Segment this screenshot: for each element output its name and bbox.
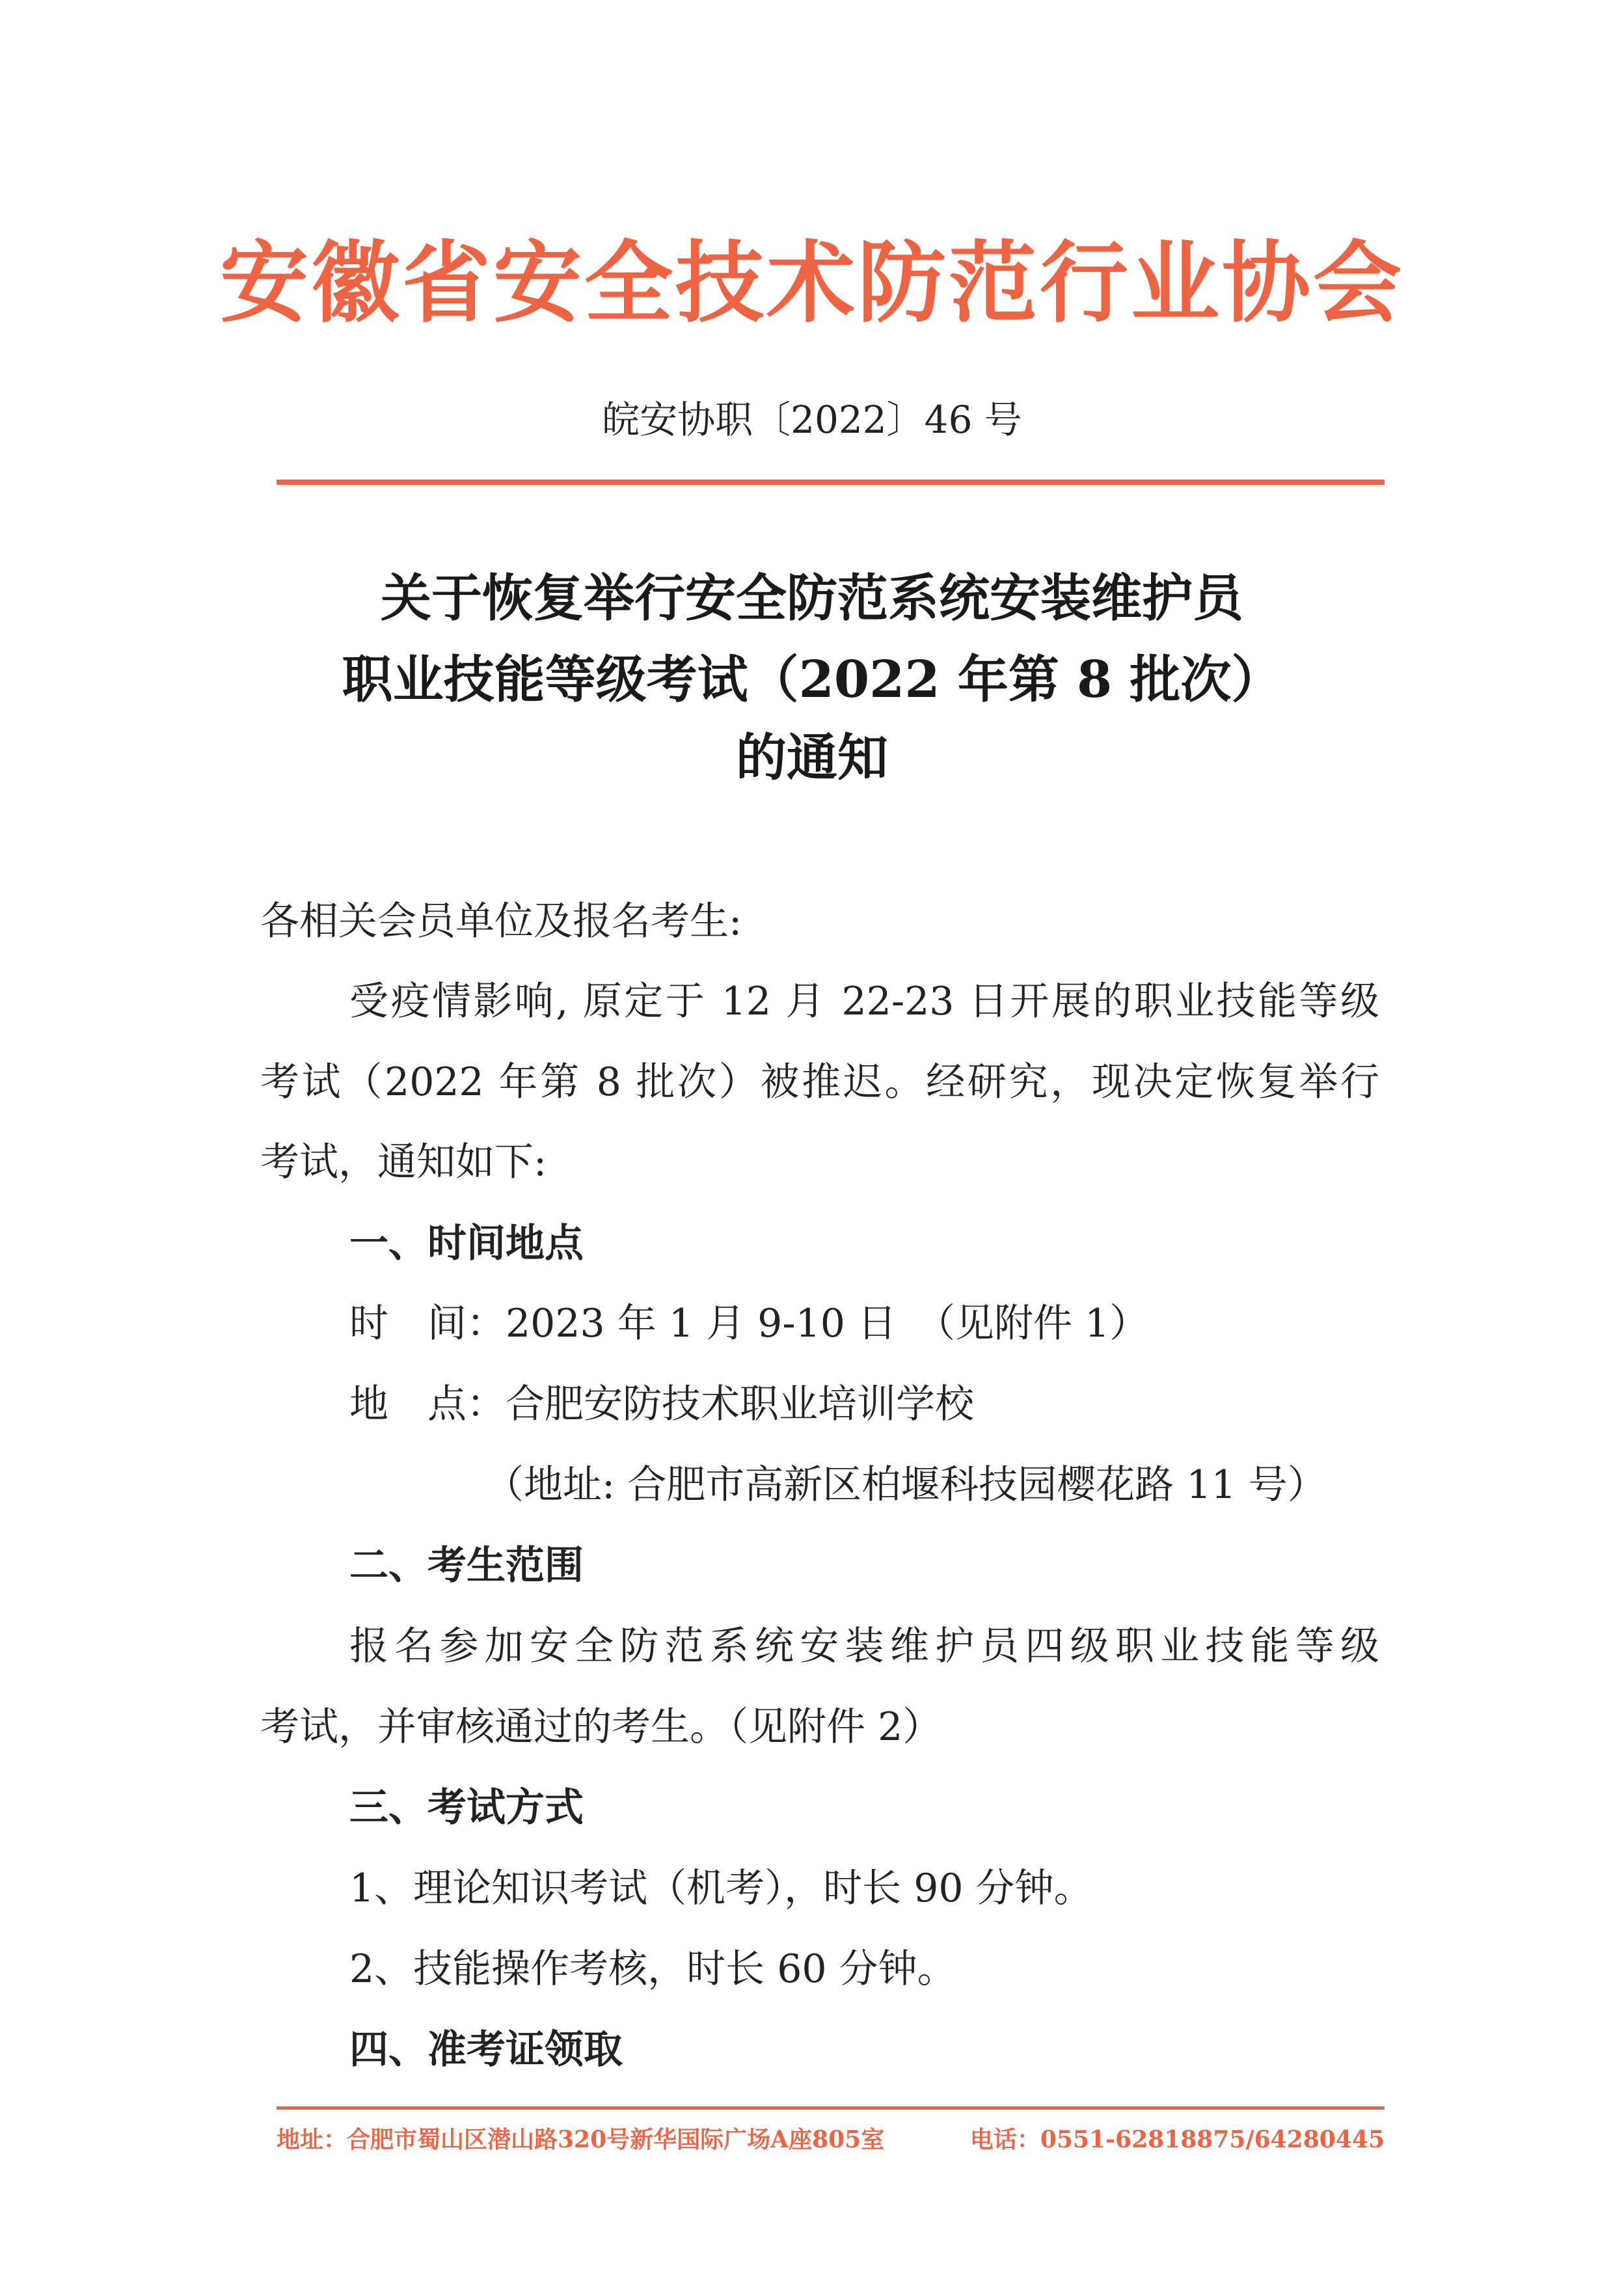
- letterhead-divider: [277, 480, 1385, 485]
- title-line-1: 关于恢复举行安全防范系统安装维护员: [380, 569, 1243, 628]
- intro-line-1: 受疫情影响, 原定于 12 月 22-23 日开展的职业技能等级: [349, 979, 1379, 1024]
- footer-divider: [277, 2106, 1385, 2110]
- footer-phone: 电话：0551-62818875/64280445: [969, 2126, 1385, 2153]
- section-heading-admission: 四、准考证领取: [349, 2027, 623, 2073]
- scope-line-2: 考试，并审核通过的考生。（见附件 2）: [260, 1704, 942, 1750]
- intro-line-2: 考试（2022 年第 8 批次）被推迟。经研究，现决定恢复举行: [260, 1059, 1379, 1105]
- method-skill: 2、技能操作考核，时长 60 分钟。: [349, 1946, 956, 1992]
- section-heading-scope: 二、考生范围: [349, 1543, 584, 1588]
- exam-time: 时 间：2023 年 1 月 9-10 日 （见附件 1）: [349, 1301, 1149, 1346]
- section-heading-time-place: 一、时间地点: [349, 1221, 584, 1266]
- document-number: 皖安协职〔2022〕46 号: [602, 398, 1022, 442]
- footer-address: 地址：合肥市蜀山区潜山路320号新华国际广场A座805室: [277, 2126, 885, 2153]
- exam-address: （地址: 合肥市高新区柏堰科技园樱花路 11 号）: [485, 1462, 1327, 1508]
- intro-line-3: 考试，通知如下:: [260, 1139, 547, 1185]
- method-theory: 1、理论知识考试（机考），时长 90 分钟。: [349, 1866, 1093, 1911]
- section-heading-method: 三、考试方式: [349, 1785, 584, 1830]
- letterhead-organization: 安徽省安全技术防范行业协会: [220, 231, 1404, 335]
- footer: [277, 2120, 1385, 2159]
- scope-line-1: 报名参加安全防范系统安装维护员四级职业技能等级: [349, 1624, 1379, 1669]
- title-line-2: 职业技能等级考试（2022 年第 8 批次）: [342, 650, 1282, 709]
- title-line-3: 的通知: [735, 728, 888, 787]
- exam-place: 地 点：合肥安防技术职业培训学校: [349, 1381, 974, 1427]
- salutation: 各相关会员单位及报名考生:: [260, 899, 742, 944]
